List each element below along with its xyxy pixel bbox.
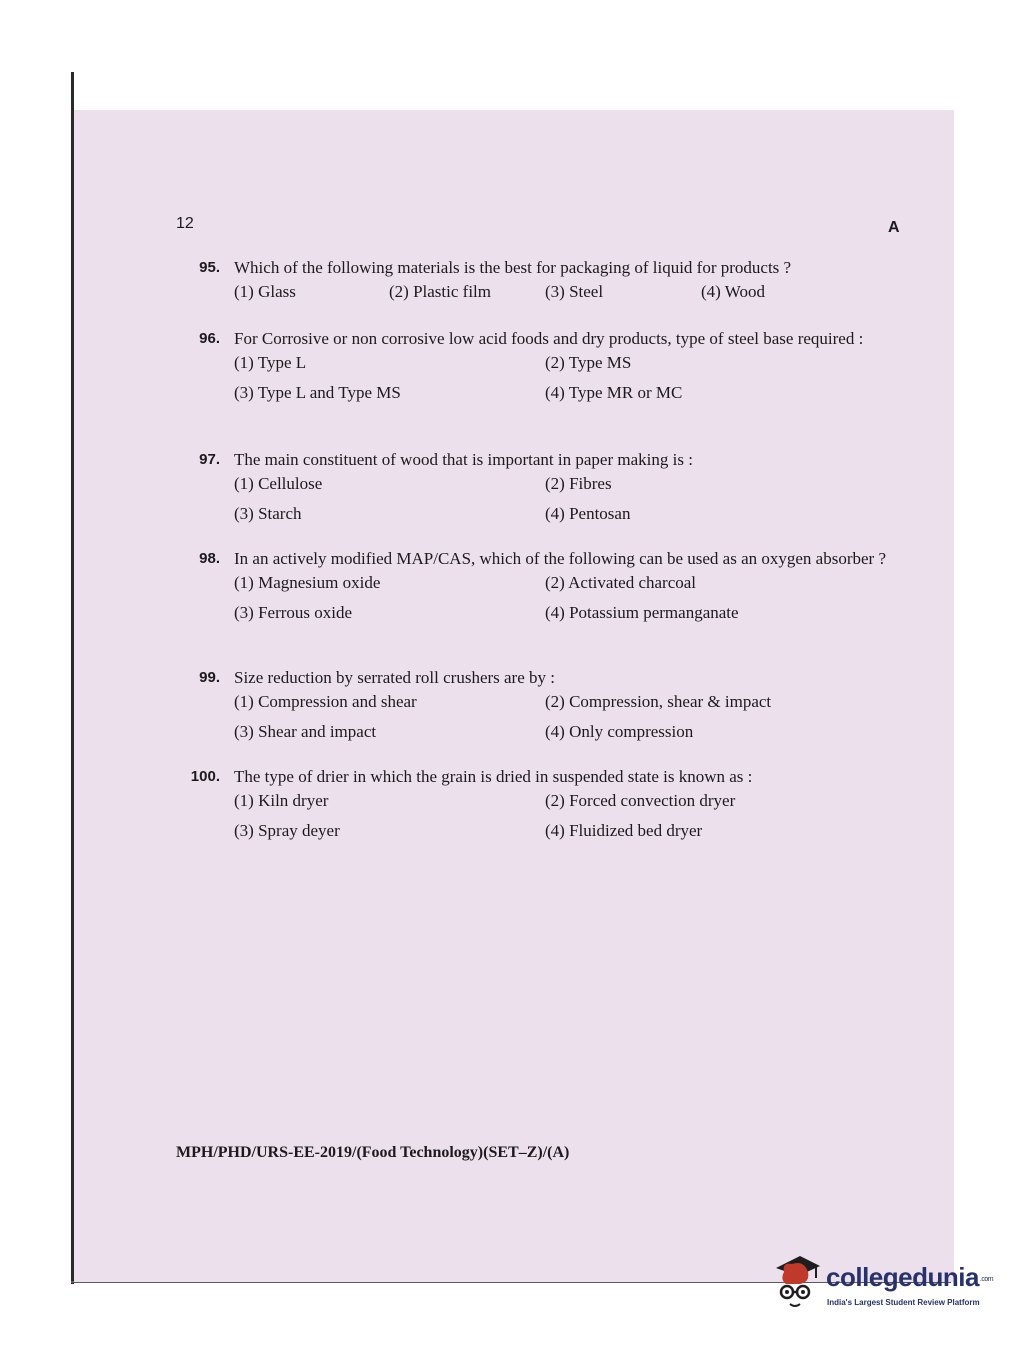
question-number: 99.: [199, 669, 220, 686]
collegedunia-logo[interactable]: [770, 1248, 995, 1318]
option-3: (3) Steel: [545, 282, 604, 301]
question-number: 95.: [199, 259, 220, 276]
options-row: [234, 569, 892, 599]
option-3: (3) Type L and Type MS: [234, 383, 401, 402]
options-row: [234, 599, 892, 629]
logo-suffix: .com: [979, 1275, 994, 1283]
question-number: 96.: [199, 330, 220, 347]
option-1: (1) Glass: [234, 282, 296, 301]
question-text: The main constituent of wood that is important in paper making is :: [234, 450, 693, 469]
question-text: The type of drier in which the grain is dried in suspended state is known as :: [234, 767, 753, 786]
question-text: Which of the following materials is the best for packaging of liquid for products ?: [234, 258, 792, 277]
page-number: 12: [176, 215, 194, 232]
question-96: [180, 328, 892, 409]
paper-code-footer: MPH/PHD/URS-EE-2019/(Food Technology)(SET–Z)/(A): [176, 1144, 570, 1161]
options-row: [234, 379, 892, 409]
options-row: [234, 349, 892, 379]
option-4: (4) Only compression: [545, 722, 694, 741]
question-text: For Corrosive or non corrosive low acid foods and dry products, type of steel base required :: [234, 329, 864, 348]
option-3: (3) Starch: [234, 504, 302, 523]
option-4: (4) Fluidized bed dryer: [545, 821, 703, 840]
question-text: Size reduction by serrated roll crushers are by :: [234, 668, 555, 687]
option-4: (4) Wood: [701, 282, 765, 301]
option-2: (2) Type MS: [545, 353, 632, 372]
option-3: (3) Spray deyer: [234, 821, 340, 840]
question-95: [180, 257, 892, 308]
logo-tagline: India's Largest Student Review Platform: [827, 1298, 980, 1307]
question-number: 97.: [199, 451, 220, 468]
options-row: [234, 817, 892, 847]
question-number: 98.: [199, 550, 220, 567]
option-2: (2) Compression, shear & impact: [545, 692, 772, 711]
option-3: (3) Ferrous oxide: [234, 603, 353, 622]
question-number: 100.: [190, 768, 220, 785]
option-1: (1) Kiln dryer: [234, 791, 329, 810]
option-2: (2) Plastic film: [389, 282, 491, 301]
options-row: [234, 470, 892, 500]
option-2: (2) Forced convection dryer: [545, 791, 736, 810]
option-2: (2) Activated charcoal: [545, 573, 697, 592]
options-row: [234, 500, 892, 530]
option-1: (1) Type L: [234, 353, 307, 372]
option-4: (4) Potassium permanganate: [545, 603, 739, 622]
option-3: (3) Shear and impact: [234, 722, 377, 741]
option-4: (4) Type MR or MC: [545, 383, 683, 402]
options-row: [234, 278, 892, 308]
option-1: (1) Compression and shear: [234, 692, 417, 711]
question-97: [180, 449, 892, 530]
option-4: (4) Pentosan: [545, 504, 631, 523]
question-99: [180, 667, 892, 748]
option-2: (2) Fibres: [545, 474, 612, 493]
question-98: [180, 548, 892, 629]
options-row: [234, 718, 892, 748]
options-row: [234, 787, 892, 817]
option-1: (1) Cellulose: [234, 474, 323, 493]
set-letter: A: [888, 219, 900, 236]
question-100: [180, 766, 892, 847]
option-1: (1) Magnesium oxide: [234, 573, 381, 592]
question-text: In an actively modified MAP/CAS, which of the following can be used as an oxygen absorber ?: [234, 549, 886, 568]
logo-wordmark: collegedunia.com: [826, 1262, 994, 1292]
student-mascot-icon: [770, 1248, 824, 1314]
options-row: [234, 688, 892, 718]
